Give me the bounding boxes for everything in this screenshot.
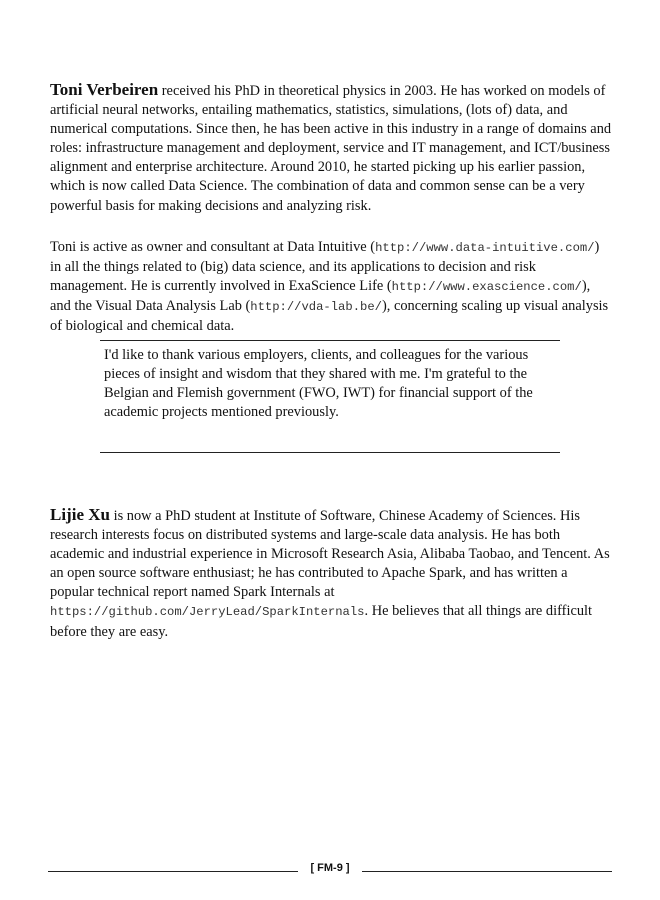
bio-lijie-xu: [50, 505, 612, 642]
url-exascience[interactable]: http://www.exascience.com/: [391, 280, 582, 295]
author-name: Lijie Xu: [50, 505, 110, 524]
quote-bottom-rule: [100, 452, 560, 453]
bio-text: . He believes that all things are difficult before they are easy.: [50, 603, 593, 640]
page-number: [ FM-9 ]: [310, 862, 350, 874]
url-spark-internals[interactable]: https://github.com/JerryLead/SparkInternals: [50, 605, 365, 620]
footer-rule-left: [48, 871, 298, 872]
bio-text: received his PhD in theoretical physics in 2003. He has worked on models of artificial neural networks, entailing mathematics, statistics, simulations, (lots of) data, and numerical computations. Since then, he has been active in this industry in a range of domains and roles: infrastructure management and deployment, service and IT management, and ICT/business alignment and enterprise architecture. Around 2010, he started picking up his earlier passion, which is now called Data Science. The combination of data and common sense can be a very powerful basis for making decisions and analyzing risk.: [50, 83, 612, 214]
bio-text: ), and the Visual Data Analysis Lab (: [50, 278, 591, 315]
footer-rule-right: [362, 871, 612, 872]
bio-text: Toni is active as owner and consultant at Data Intuitive (: [50, 239, 376, 255]
bio-text: is now a PhD student at Institute of Software, Chinese Academy of Sciences. His research interests focus on distributed systems and large-scale data analysis. He has both academic and industrial experience in Microsoft Research Asia, Alibaba Taobao, and Tencent. As an open source software enthusiast; he has contributed to Apache Spark, and has written a popular technical report named Spark Internals at: [50, 508, 610, 601]
bio-toni-verbeiren: [50, 80, 612, 216]
url-vda-lab[interactable]: http://vda-lab.be/: [250, 300, 382, 315]
bio-text: ) in all the things related to (big) data science, and its applications to decision and risk management. He is currently involved in ExaScience Life (: [50, 239, 600, 295]
quote-top-rule: [100, 340, 560, 341]
bio-text: ), concerning scaling up visual analysis of biological and chemical data.: [50, 298, 609, 335]
author-name: Toni Verbeiren: [50, 80, 159, 99]
url-data-intuitive[interactable]: http://www.data-intuitive.com/: [375, 241, 595, 255]
acknowledgement-quote: I'd like to thank various employers, clients, and colleagues for the various pieces of insight and wisdom that they shared with me. I'm grateful to the Belgian and Flemish government (FWO, IWT) for financial support of the academic projects mentioned previously.: [104, 347, 533, 421]
bio-toni-activities: [50, 238, 612, 336]
